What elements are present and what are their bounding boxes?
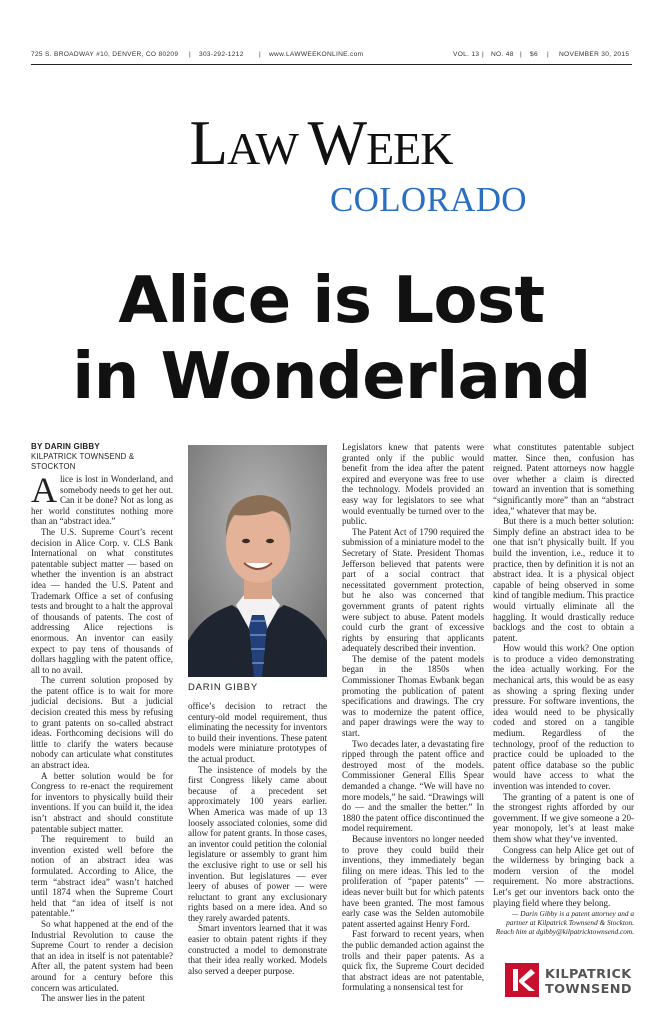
website[interactable]: www.LAWWEEKONLINE.com — [269, 51, 364, 58]
article-column-3: Legislators knew that patents were granted only if the public would benefit from the idea after the patent expired and everyone was free to use the technology. Models provided an easy way for legislators to see what would eventually be turned over to the public. The Patent Act of 1790 required the submission of a miniature model to the Secretary of State. President Thomas Jefferson believed that patents were part of a social contract that necessitated government protection, but he also was concerned that government grants of patent rights were subject to abuse. Patent models could curb the grant of excessive rights by ensuring that applicants adequately described their invention. The demise of the patent models began in the 1850s when Commissioner Thomas Ewbank began promoting the publication of patent specifications and drawings. The cry was to modernize the patent office, and paper drawings were the way to start. Two decades later, a devastating fire ripped through the patent office and destroyed most of the models. Commissioner General Ellis Spear demanded a change. “We will have no more models,” he said. “Drawings will do — and the smaller the better.” In 1880 the patent office discontinued the model requirement. Because inventors no longer needed to prove they could build their inventions, they immediately began filing on mere ideas. This led to the proliferation of “paper patents” — ideas never built but for which patents have been granted. The most famous early case was the Selden automobile patent asserted against Henry Ford. Fast forward to recent years, when the public demanded action against the trolls and their paper patents. As a quick fix, the Supreme Court decided that abstract ideas are not patentable, formulating a nonsensical test for — [342, 442, 484, 993]
logo-line-2: TOWNSEND — [545, 982, 632, 997]
top-rule — [31, 64, 632, 65]
issue-date: NOVEMBER 30, 2015 — [559, 51, 630, 58]
phone: 303-292-1212 — [199, 51, 244, 58]
issue-number: NO. 48 — [491, 51, 514, 58]
byline — [31, 442, 171, 471]
author-photo — [188, 445, 327, 677]
price: $6 — [530, 51, 538, 58]
drop-cap: A — [31, 470, 57, 510]
headline-line-2: in Wonderland — [72, 340, 591, 414]
photo-caption: DARIN GIBBY — [188, 682, 259, 693]
headline-line-1: Alice is Lost — [118, 264, 545, 338]
article-column-1: Alice is lost in Wonderland, and somebody needs to get her out. Can it be done? Not as long as her world constitutes nothing more than an “abstract idea.” The U.S. Supreme Court’s recent decision in Alice Corp. v. CLS Bank International on what constitutes patentable subject matter — based on whether the invention is an abstract idea — handed the U.S. Patent and Trademark Office a set of confusing tests and brought to a halt the approval of thousands of patents. The cost of addressing Alice rejections is enormous. An inventor can easily expect to pay tens of thousands of dollars haggling with the patent office, all to no avail. The current solution proposed by the patent office is to wait for more judicial decisions. But a judicial decision created this mess by refusing to grant patents on so-called abstract ideas. Forthcoming decisions will do little to clarify the waters because nobody can articulate what constitutes an abstract idea. A better solution would be for Congress to re-enact the requirement for inventors to physically build their inventions. If you can build it, the idea isn’t abstract and should constitute patentable subject matter. The requirement to build an invention existed well before the notion of an abstract idea was formulated. According to Alice, the term “abstract idea” wasn’t hatched until 1874 when the Supreme Court held that “an idea of itself is not patentable.” So what happened at the end of the Industrial Revolution to cause the Supreme Court to render a decision that an idea in itself is not patentable? After all, the patent system had been around for a century before this concern was articulated. The answer lies in the patent — [31, 470, 173, 1004]
article-column-2: office’s decision to retract the century-old model requirement, thus eliminating the necessity for inventors to build their inventions. These patent models were miniature prototypes of the actual product. The insistence of models by the first Congress likely came about because of a precedent set approximately 100 years earlier. When America was made of up 13 loosely associated colonies, some did allow for patent grants. In those cases, an inventor could petition the colonial legislature or assembly to grant him the exclusive right to use or sell his invention. But legislatures — ever leery of abuses of power — were reluctant to grant any exclusionary rights based on a mere idea. And so they rarely awarded patents. Smart inventors learned that it was easier to obtain patent rights if they constructed a model to demonstrate that their idea really worked. Models also served a deeper purpose. — [188, 701, 327, 976]
masthead-colorado: COLORADO — [330, 180, 527, 219]
byline-firm: KILPATRICK TOWNSEND & STOCKTON — [31, 452, 135, 471]
article-column-4: what constitutes patentable subject matter. Since then, confusion has reigned. Patent attorneys now haggle over whether a claim is directed toward an invention that is something “significantly more” than an “abstract idea,” whatever that may be. But there is a much better solution: Simply define an abstract idea to be one that isn’t physically built. If you build the invention, i.e., reduce it to practice, then by definition it is not an abstract idea. It is a physical object capable of being observed in some kind of tangible medium. This practice would virtually eliminate all the haggling. It would drastically reduce backlogs and the cost to obtain a patent. How would this work? One option is to produce a video demonstrating the idea actually working. For the mechanical arts, this would be as easy as showing a spring flexing under pressure. For software inventions, the idea would need to be physically coded and stored on a tangible medium. Regardless of the technology, proof of the reduction to practice could be uploaded to the patent office database so the public would have access to what the invention was intended to cover. The granting of a patent is one of the strongest rights afforded by our government. If we give someone a 20-year monopoly, let’s at least make them show what they’ve invented. Congress can help Alice get out of the wilderness by bringing back a modern version of the model requirement. No more abstractions. Let’s get our inventors back onto the playing field where they belong. — Darin Gibby is a patent attorney and a partner at Kilpatrick Townsend & Stockton. Reach him at dgibby@kilpatricktownsend.com. — [493, 442, 634, 937]
address: 725 S. BROADWAY #10, DENVER, CO 80209 — [31, 51, 179, 58]
volume: VOL. 13 — [453, 51, 480, 58]
kt-logo-mark-icon — [505, 963, 539, 997]
masthead-law-week: LAW WEEK — [189, 108, 453, 178]
top-info-bar: 725 S. BROADWAY #10, DENVER, CO 80209 | 303-292-1212 | www.LAWWEEKONLINE.com VOL. 13 | NO. 48 | $6 | NOVEMBER 30, 2015 — [31, 51, 630, 58]
author-signature-note: — Darin Gibby is a patent attorney and a partner at Kilpatrick Townsend & Stockton. Reach him at dgibby@kilpatricktownsend.com. — [495, 909, 634, 937]
kilpatrick-townsend-logo — [505, 961, 635, 1001]
author-portrait-image — [188, 445, 327, 677]
byline-author: BY DARIN GIBBY — [31, 442, 100, 451]
headline — [28, 263, 635, 415]
logo-line-1: KILPATRICK — [545, 967, 632, 982]
